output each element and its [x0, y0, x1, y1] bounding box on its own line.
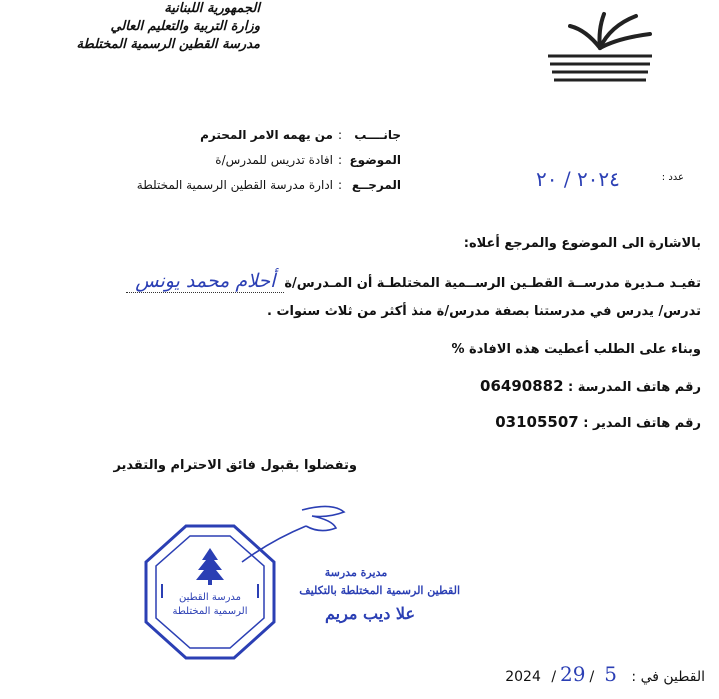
school-phone-number: 06490882	[480, 377, 564, 395]
director-phone-number: 03105507	[495, 413, 579, 431]
addressee-key: جانــــب	[354, 128, 401, 142]
institution-line-school: مدرسة القطين الرسمية المختلطة	[76, 37, 260, 52]
reference-value: ادارة مدرسة القطين الرسمية المختلطة	[136, 178, 333, 192]
signature-scribble	[232, 500, 362, 570]
institution-line-republic: الجمهورية اللبنانية	[164, 1, 260, 16]
reference-row: المرجــع:ادارة مدرسة القطين الرسمية المختلطة	[136, 178, 401, 192]
intro-line: بالاشارة الى الموضوع والمرجع أعلاه:	[463, 236, 701, 251]
stamp-text-2: الرسمية المختلطة	[172, 606, 248, 617]
teacher-name-handwritten: أحلام محمد يونس	[126, 270, 284, 293]
body-line-2: تدرس/ يدرس في مدرستنا بصفة مدرس/ة منذ أكثر من ثلاث سنوات .	[266, 304, 701, 319]
closing-line: وتفضلوا بقبول فائق الاحترام والتقدير	[113, 458, 357, 473]
addressee-value: من يهمه الامر المحترم	[200, 128, 333, 142]
signature-title-2: القطين الرسمية المختلطة بالتكليف	[299, 584, 460, 597]
signature-name: علا ديب مريم	[324, 604, 416, 623]
subject-row: الموضوع:افادة تدريس للمدرس/ة	[215, 153, 401, 167]
body-line-3: وبناء على الطلب أعطيت هذه الافادة %	[451, 342, 701, 357]
subject-key: الموضوع	[349, 153, 401, 167]
cedar-icon	[196, 548, 224, 585]
body-line-1	[126, 270, 701, 293]
institution-line-ministry: وزارة التربية والتعليم العالي	[110, 19, 260, 34]
stamp-text-1: مدرسة القطين	[178, 592, 242, 603]
school-phone-row	[480, 377, 701, 395]
signature-title-1: مديرة مدرسة	[324, 566, 388, 579]
addressee-row: جانــــب:من يهمه الامر المحترم	[200, 128, 401, 142]
date-label: القطين في :	[631, 669, 705, 685]
date-row: القطين في : 29 / 5/ 2024	[505, 662, 705, 686]
institution-header	[0, 0, 260, 54]
date-day: 29	[560, 662, 586, 686]
director-phone-label: رقم هاتف المدير :	[583, 416, 701, 431]
body-line-1-prefix: تفيـد مـديرة مدرســة القطـين الرســمية المختلطـة أن المـدرس/ة	[284, 276, 701, 291]
reference-key: المرجــع	[351, 178, 401, 192]
open-book-logo	[540, 8, 660, 90]
subject-value: افادة تدريس للمدرس/ة	[215, 153, 333, 167]
director-phone-row	[495, 413, 701, 431]
number-label: عدد :	[661, 172, 684, 183]
school-phone-label: رقم هاتف المدرسة :	[568, 380, 701, 395]
date-month: 5	[604, 662, 617, 686]
date-year: 2024	[505, 669, 541, 685]
reference-number-handwritten: ٢٠٢٤ / ٢٠	[536, 167, 620, 191]
